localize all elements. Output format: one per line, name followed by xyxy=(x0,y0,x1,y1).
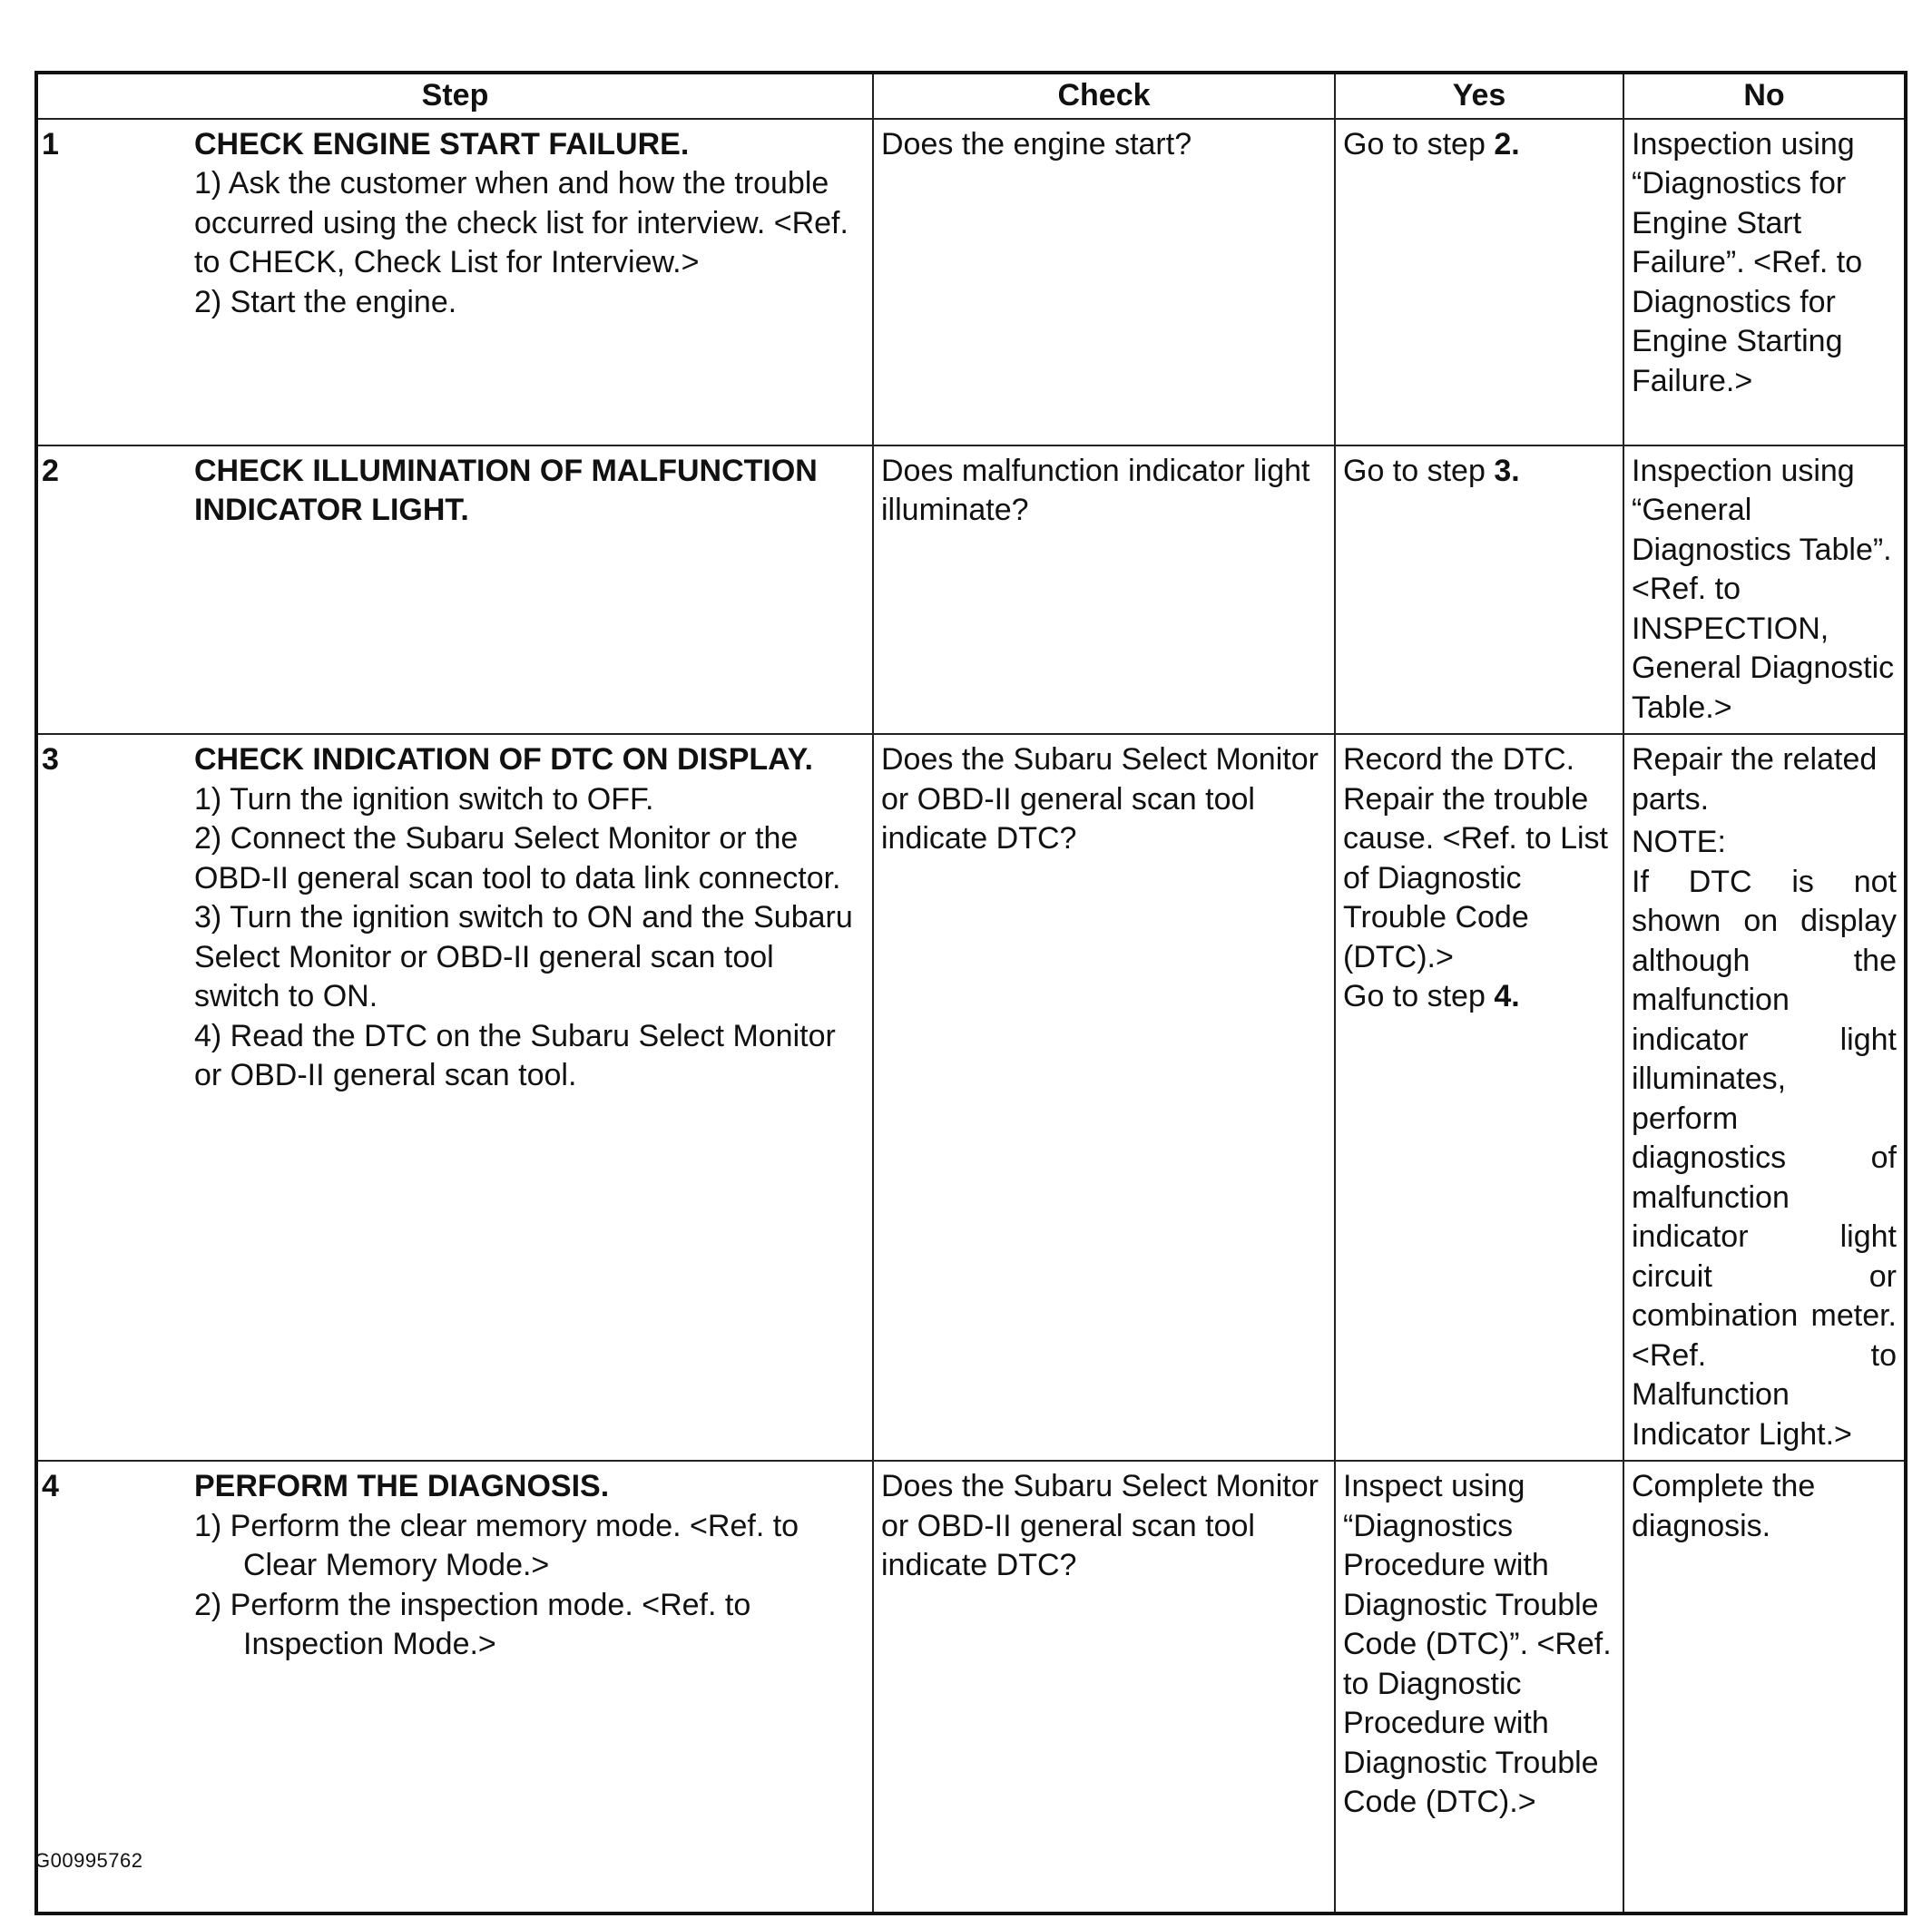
check-cell: Does malfunction indicator light illuminate? xyxy=(873,445,1335,735)
no-cell xyxy=(1623,734,1906,1461)
step-title: CHECK INDICATION OF DTC ON DISPLAY. xyxy=(194,742,813,777)
step-instruction: 3) Turn the ignition switch to ON and the Subaru Select Monitor or OBD-II general scan tool switch to ON. xyxy=(194,900,853,1013)
table-header-row xyxy=(36,73,1906,119)
step-cell xyxy=(36,734,873,1461)
step-instruction: 2) Start the engine. xyxy=(194,284,457,319)
no-cell: Inspection using “Diagnostics for Engine Start Failure”. <Ref. to Diagnostics for Engine Starting Failure.> xyxy=(1623,119,1906,445)
diagnostic-table xyxy=(34,71,1907,1915)
yes-step-ref: 2. xyxy=(1494,126,1520,161)
step-title: PERFORM THE DIAGNOSIS. xyxy=(194,1469,610,1503)
step-number: 4 xyxy=(42,1469,59,1503)
no-cell: Inspection using “General Diagnostics Table”. <Ref. to INSPECTION, General Diagnostic Table.> xyxy=(1623,445,1906,735)
header-yes: Yes xyxy=(1335,73,1623,119)
step-cell xyxy=(36,445,873,735)
step-title: CHECK ENGINE START FAILURE. xyxy=(194,126,690,161)
header-check: Check xyxy=(873,73,1335,119)
yes-text: Go to step xyxy=(1343,453,1495,488)
note-text: If DTC is not shown on display although the malfunction indicator light illuminates, perform diagnostics of malfunction indicator light circuit or combination meter. <Ref. to Malfunction Indicator Light.> xyxy=(1632,864,1897,1452)
no-text: Repair the related parts. xyxy=(1632,742,1878,817)
step-number: 1 xyxy=(42,126,59,161)
table-row xyxy=(36,734,1906,1461)
step-body xyxy=(194,452,865,531)
no-cell: Complete the diagnosis. xyxy=(1623,1461,1906,1913)
yes-cell xyxy=(1335,119,1623,445)
step-number: 2 xyxy=(42,453,59,488)
step-number: 3 xyxy=(42,742,59,777)
check-cell: Does the Subaru Select Monitor or OBD-II general scan tool indicate DTC? xyxy=(873,734,1335,1461)
check-cell: Does the Subaru Select Monitor or OBD-II general scan tool indicate DTC? xyxy=(873,1461,1335,1913)
yes-cell: Inspect using “Diagnostics Procedure with Diagnostic Trouble Code (DTC)”. <Ref. to Diagnostic Procedure with Diagnostic Trouble Code (DTC).> xyxy=(1335,1461,1623,1913)
step-cell xyxy=(36,1461,873,1913)
step-instruction: 1) Perform the clear memory mode. <Ref. to Clear Memory Mode.> xyxy=(194,1508,799,1582)
step-instruction: 2) Perform the inspection mode. <Ref. to Inspection Mode.> xyxy=(194,1587,751,1661)
step-body xyxy=(194,740,865,1096)
header-no: No xyxy=(1623,73,1906,119)
step-instruction: 4) Read the DTC on the Subaru Select Monitor or OBD-II general scan tool. xyxy=(194,1018,836,1092)
table-row xyxy=(36,445,1906,735)
table-row xyxy=(36,119,1906,445)
yes-step-ref: 3. xyxy=(1494,453,1520,488)
yes-cell xyxy=(1335,445,1623,735)
yes-step-ref: 4. xyxy=(1494,979,1520,1013)
step-title: CHECK ILLUMINATION OF MALFUNCTION INDICATOR LIGHT. xyxy=(194,453,818,527)
note-label: NOTE: xyxy=(1632,825,1726,859)
step-body xyxy=(194,1467,865,1665)
step-cell xyxy=(36,119,873,445)
yes-cell xyxy=(1335,734,1623,1461)
figure-id: G00995762 xyxy=(34,1849,143,1872)
step-body xyxy=(194,125,865,323)
check-cell: Does the engine start? xyxy=(873,119,1335,445)
yes-text: Record the DTC. Repair the trouble cause. <Ref. to List of Diagnostic Trouble Code (DTC).> xyxy=(1343,742,1608,974)
yes-text: Go to step xyxy=(1343,979,1495,1013)
table-row xyxy=(36,1461,1906,1913)
yes-text: Go to step xyxy=(1343,126,1495,161)
step-instruction: 2) Connect the Subaru Select Monitor or the OBD-II general scan tool to data link connector. xyxy=(194,821,841,895)
step-instruction: 1) Turn the ignition switch to OFF. xyxy=(194,781,654,817)
header-step: Step xyxy=(36,73,873,119)
step-instruction: 1) Ask the customer when and how the trouble occurred using the check list for interview. <Ref. to CHECK, Check List for Interview.> xyxy=(194,166,848,279)
